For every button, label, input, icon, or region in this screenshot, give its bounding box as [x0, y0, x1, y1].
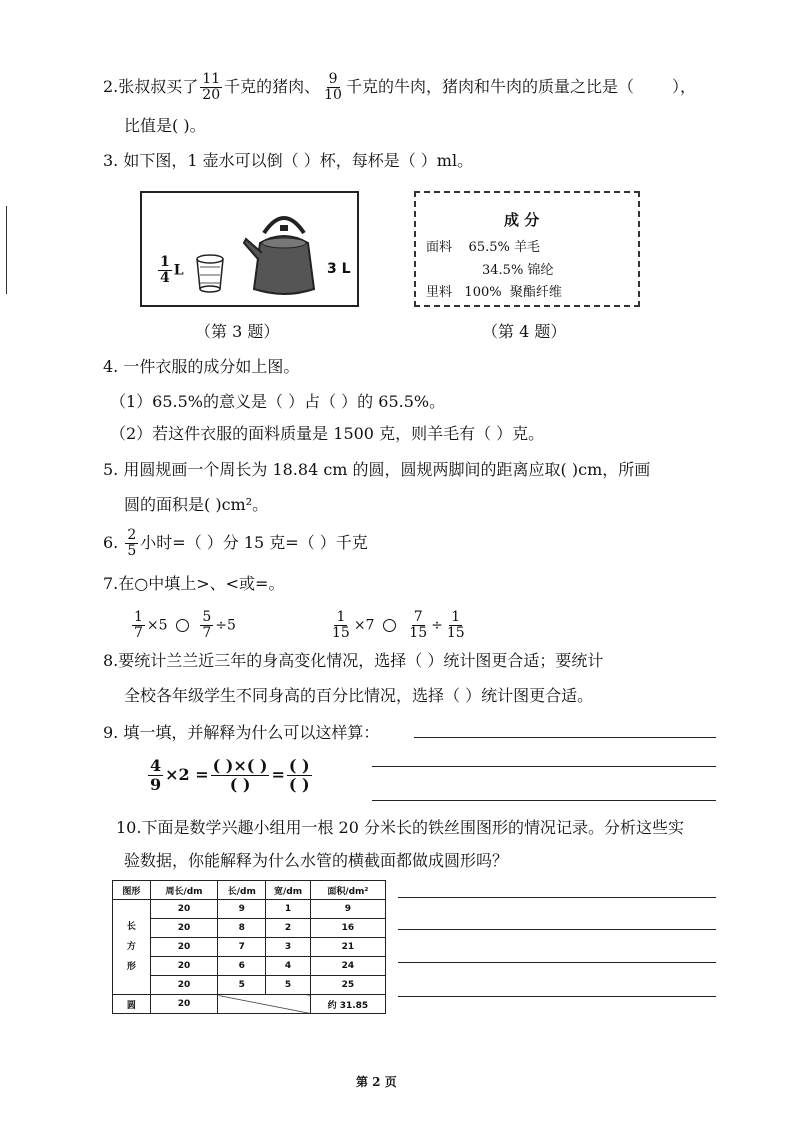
q10-line1: 10.下面是数学兴趣小组用一根 20 分米长的铁丝围图形的情况记录。分析这些实: [116, 818, 684, 837]
q10-answer-line-1[interactable]: [398, 897, 716, 898]
q8-line1: 8.要统计兰兰近三年的身高变化情况，选择（ ）统计图更合适；要统计: [103, 651, 604, 670]
table-header: 宽/dm: [266, 881, 310, 900]
cup-icon: [192, 253, 228, 295]
composition-row-3: 里料 100% 聚酯纤维: [426, 285, 562, 300]
figure-3-box: [140, 191, 359, 307]
q2-line2: 比值是( )。: [124, 116, 206, 135]
q3-text: 3. 如下图，1 壶水可以倒（ ）杯，每杯是（ ）ml。: [103, 151, 474, 170]
q4-part-2: （2）若这件衣服的面料质量是 1500 克，则羊毛有（ ）克。: [110, 424, 545, 443]
q7-compare-b: $\frac{1}{15}$ ×7 $\frac{7}{15}$ ÷ $\frac{1}{15}$: [332, 609, 465, 641]
figure-4-caption: （第 4 题）: [482, 322, 567, 341]
q2-line1: 2.张叔叔买了 $\frac{11}{20}$ 千克的猪肉、 $\frac{9}{10}$ 千克的牛肉，猪肉和牛肉的质量之比是（ ），: [103, 71, 696, 103]
table-row-circle: 圆 20 约 31.85: [113, 995, 386, 1014]
table-header: 面积/dm²: [310, 881, 385, 900]
page-number: 第 2 页: [356, 1075, 397, 1089]
fraction-9-10: $\frac{9}{10}$: [324, 71, 342, 103]
q9-title: 9. 填一填，并解释为什么可以这样算：: [103, 723, 380, 742]
table-row: 20 8 2 16: [113, 919, 386, 938]
table-row: 20 6 4 24: [113, 957, 386, 976]
figure-4-box: [414, 191, 640, 307]
compare-circle-a[interactable]: [176, 619, 189, 632]
composition-row-2: 34.5% 锦纶: [482, 263, 554, 278]
composition-row-1: 面料 65.5% 羊毛: [426, 240, 541, 255]
slash-cell: [218, 995, 311, 1014]
rect-label: 长 方 形: [113, 900, 151, 995]
table-header: 长/dm: [218, 881, 266, 900]
composition-title: 成 分: [504, 211, 540, 229]
fraction-11-20: $\frac{11}{20}$: [202, 71, 221, 103]
q10-line2: 验数据，你能解释为什么水管的横截面都做成圆形吗？: [124, 851, 509, 870]
q10-answer-line-4[interactable]: [398, 996, 716, 997]
q9-answer-line-1[interactable]: [414, 737, 716, 738]
table-header: 图形: [113, 881, 151, 900]
q10-answer-line-2[interactable]: [398, 929, 716, 930]
table-row: 20 7 3 21: [113, 938, 386, 957]
q9-equation: $\frac{4}{9}$ ×2 = $\frac{( )\times( )}{( )}$ = $\frac{( )}{( )}$: [150, 756, 310, 794]
q9-answer-line-3[interactable]: [372, 800, 716, 801]
compare-circle-b[interactable]: [383, 619, 396, 632]
q5-line2: 圆的面积是( )cm²。: [124, 495, 269, 514]
q7-compare-a: $\frac{1}{7}$ ×5 $\frac{5}{7}$ ÷5: [134, 609, 236, 641]
table-row: 20 5 5 25: [113, 976, 386, 995]
figure-3-caption: （第 3 题）: [195, 322, 280, 341]
q4-part-1: （1）65.5%的意义是（ ）占（ ）的 65.5%。: [110, 392, 446, 411]
table-row: 长 方 形 20 9 1 9: [113, 900, 386, 919]
experiment-table: [112, 880, 386, 1014]
kettle-icon: [242, 203, 326, 301]
table-header: 周长/dm: [150, 881, 217, 900]
kettle-volume-label: 3 L: [327, 261, 351, 277]
q7-title: 7.在○中填上>、<或=。: [103, 574, 285, 593]
q4-title: 4. 一件衣服的成分如上图。: [103, 357, 300, 376]
cup-volume-label: $\frac{1}{4}$ L: [160, 254, 184, 286]
q8-line2: 全校各年级学生不同身高的百分比情况，选择（ ）统计图更合适。: [124, 686, 594, 705]
q10-answer-line-3[interactable]: [398, 962, 716, 963]
q6-line: 6. $\frac{2}{5}$ 小时=（ ）分 15 克=（ ）千克: [103, 527, 368, 559]
margin-mark: [6, 206, 7, 294]
q9-answer-line-2[interactable]: [372, 766, 716, 767]
q5-line1: 5. 用圆规画一个周长为 18.84 cm 的圆，圆规两脚间的距离应取( )cm，所画: [103, 460, 651, 479]
